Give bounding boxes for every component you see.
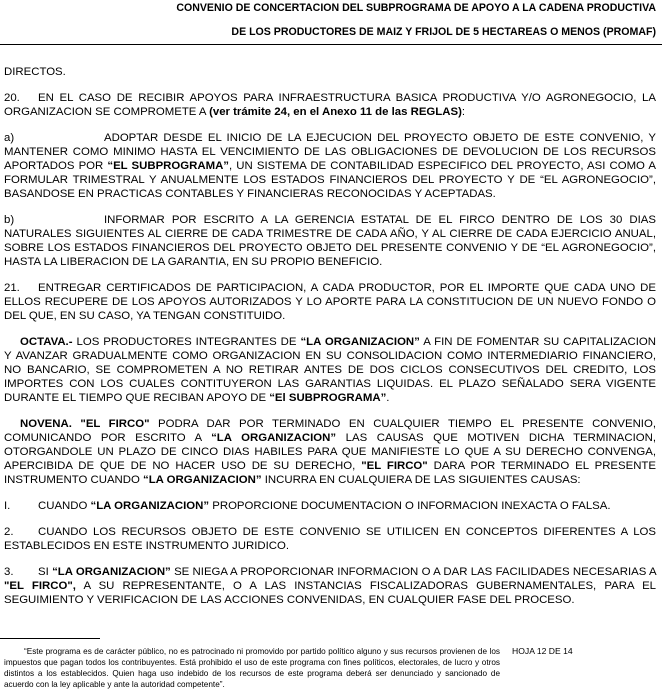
footnote-rule [0,638,100,639]
cause-number: 2. [4,526,14,538]
clause-bold-text: “El SUBPROGRAMA” [269,392,387,404]
clause-number: 21. [4,282,20,294]
clause-bold-text: (ver trámite 24, en el Anexo 11 de las REGLAS) [209,106,462,118]
clause-text: . [386,392,390,404]
paragraph-directos [4,65,656,79]
clause-number: 20. [4,92,20,104]
clause-bold-text: “LA ORGANIZACION” [300,336,420,348]
clause-20-b [4,213,656,269]
cause-2 [4,525,656,553]
clause-text: LAS CAUSAS QUE MOTIVEN DICHA TERMINACION, OTORGANDOLE UN PLAZO DE CINCO DIAS HABILES PARA QUE MANIFIESTE LO QUE A SU DERECHO CONVENGA, APERCIBIDA DE QUE DE NO HACER USO DE SU DERECHO, [4,432,656,472]
footnote [4,646,500,690]
cause-text: A SU REPRESENTANTE, O A LAS INSTANCIAS FISCALIZADORAS GUBERNAMENTALES, PARA EL SEGUIMIENTO Y VERIFICACION DE LAS ACCIONES CONVENIDAS, EN CUALQUIER FASE DEL PROCESO. [4,580,656,606]
document-body [4,65,656,619]
cause-text: SE NIEGA A PROPORCIONAR INFORMACION O A DAR LAS FACILIDADES NECESARIAS A [170,566,656,578]
header-title-line-2: DE LOS PRODUCTORES DE MAIZ Y FRIJOL DE 5 HECTAREAS O MENOS (PROMAF) [231,26,656,38]
cause-number: 3. [4,566,14,578]
header-title-line-1: CONVENIO DE CONCERTACION DEL SUBPROGRAMA DE APOYO A LA CADENA PRODUCTIVA [176,2,656,14]
clause-bold-text: “LA ORGANIZACION” [143,474,262,486]
footnote-text: “Este programa es de carácter público, no es patrocinado ni promovido por partido político alguno y sus recursos provienen de los impuestos que pagan todos los contribuyentes. Está prohibido el uso de este programa con fines políticos, electorales, de lucro y otros distintos a los establecidos. Quien haga uso indebido de los recursos de este programa deberá ser denunciado y sancionado de acuerdo con la ley aplicable y ante la autoridad competente”. [4,647,500,689]
clause-letter: b) [4,214,15,226]
cause-3 [4,565,656,607]
clause-heading: OCTAVA.- [20,336,73,348]
cause-bold-text: “LA ORGANIZACION” [52,566,171,578]
clause-text: LOS PRODUCTORES INTEGRANTES DE [72,336,301,348]
clause-bold-text: “LA ORGANIZACION” [211,432,337,444]
clause-heading: NOVENA. [20,418,72,430]
cause-1 [4,499,656,513]
clause-octava [4,335,656,405]
clause-text: PODRA DAR POR TERMINADO EN CUALQUIER TIEMPO EL PRESENTE CONVENIO, COMUNICANDO POR ESCRITO A [4,418,656,444]
cause-number: I. [4,500,11,512]
page-number: HOJA 12 DE 14 [512,646,573,656]
clause-text: : [461,106,466,118]
clause-text: ENTREGAR CERTIFICADOS DE PARTICIPACION, A CADA PRODUCTOR, POR EL IMPORTE QUE CADA UNO DE ELLOS RECUPERE DE LOS APOYOS AUTORIZADOS Y LO APORTE PARA LA CONSTITUCION DE UN NUEVO FONDO O DEL QUE, EN SU CASO, YA TENGAN CONSTITUIDO. [4,282,656,322]
clause-text: A FIN DE FOMENTAR SU CAPITALIZACION Y AVANZAR GRADUALMENTE COMO ORGANIZACION EN SU CONSOLIDACION COMO INTERMEDIARIO FINANCIERO, NO BANCARIO, SE COMPROMETEN A NO RETIRAR ANTES DE DOS CICLOS CONSECUTIVOS DEL CREDITO, LOS IMPORTES CON LOS CUALES CONTITUYERON LAS GARANTIAS LIQUIDAS. EL PLAZO SEÑALADO SERA VIGENTE DURANTE EL TIEMPO QUE RECIBAN APOYO DE [4,336,657,404]
clause-text: ADOPTAR DESDE EL INICIO DE LA EJECUCION DEL PROYECTO OBJETO DE ESTE CONVENIO, Y MANTENER COMO MINIMO HASTA EL VENCIMIENTO DE LAS OBLIGACIONES DE DEVOLUCION DE LOS RECURSOS APORTADOS POR [4,132,656,172]
clause-20 [4,91,656,119]
paragraph-text: DIRECTOS. [4,66,66,78]
header-rule [0,44,662,45]
cause-bold-text: “LA ORGANIZACION” [90,500,210,512]
cause-text: CUANDO LOS RECURSOS OBJETO DE ESTE CONVENIO SE UTILICEN EN CONCEPTOS DIFERENTES A LOS ESTABLECIDOS EN ESTE INSTRUMENTO JURIDICO. [4,526,656,552]
document-header [56,2,656,39]
clause-text: INCURRA EN CUALQUIERA DE LAS SIGUIENTES CAUSAS: [261,474,581,486]
clause-bold-text: “EL SUBPROGRAMA” [107,160,229,172]
clause-text: DARA POR TERMINADO EL PRESENTE INSTRUMENTO CUANDO [4,460,656,486]
clause-bold-text: "EL FIRCO" [361,460,428,472]
cause-text: PROPORCIONE DOCUMENTACION O INFORMACION INEXACTA O FALSA. [209,500,611,512]
clause-text: INFORMAR POR ESCRITO A LA GERENCIA ESTATAL DE EL FIRCO DENTRO DE LOS 30 DIAS NATURALES SIGUIENTES AL CIERRE DE CADA TRIMESTRE DE CADA AÑO, Y AL CIERRE DE CADA EJERCICIO ANUAL, SOBRE LOS ESTADOS FINANCIEROS DEL PROYECTO OBJETO DEL PRESENTE CONVENIO Y DE “EL AGRONEGOCIO”, HASTA LA LIBERACION DE LA GARANTIA, EN SU PROPIO BENEFICIO. [4,214,656,268]
cause-text: CUANDO [38,500,91,512]
clause-bold-text: "EL FIRCO" [80,418,150,430]
cause-bold-text: "EL FIRCO", [4,580,76,592]
clause-novena [4,417,656,487]
clause-letter: a) [4,132,15,144]
clause-text: , UN SISTEMA DE CONTABILIDAD ESPECIFICO DEL PROYECTO, ASI COMO A FORMULAR TRIMESTRAL Y ANUALMENTE LOS ESTADOS FINANCIEROS DEL PROYECTO Y DE “EL AGRONEGOCIO”, BASANDOSE EN PRACTICAS CONTABLES Y FINANCIERAS RECONOCIDAS Y ACEPTADAS. [4,160,657,200]
cause-text: SI [38,566,53,578]
clause-text: EN EL CASO DE RECIBIR APOYOS PARA INFRAESTRUCTURA BASICA PRODUCTIVA Y/O AGRONEGOCIO, LA ORGANIZACION SE COMPROMETE A [4,92,656,118]
clause-21 [4,281,656,323]
clause-20-a [4,131,656,201]
